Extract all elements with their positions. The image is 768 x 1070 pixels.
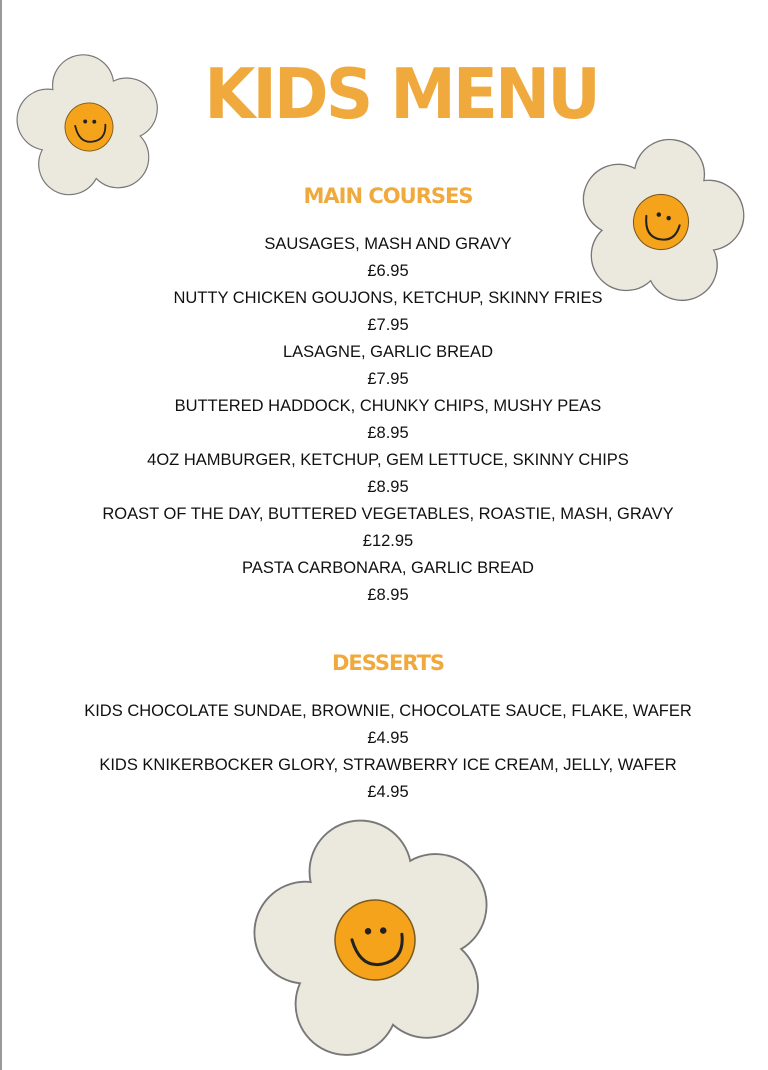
desserts-heading: DESSERTS xyxy=(331,651,445,675)
menu-item-price: £7.95 xyxy=(367,316,409,334)
desserts-list xyxy=(0,698,768,806)
main-courses-list xyxy=(0,231,768,609)
menu-item-name: BUTTERED HADDOCK, CHUNKY CHIPS, MUSHY PEAS xyxy=(174,397,602,415)
flower-smiley-icon xyxy=(14,52,164,202)
flower-smiley-icon xyxy=(250,815,500,1065)
menu-item-price: £12.95 xyxy=(362,532,414,550)
menu-item-name: ROAST OF THE DAY, BUTTERED VEGETABLES, ROASTIE, MASH, GRAVY xyxy=(102,505,674,523)
menu-item-price: £8.95 xyxy=(367,424,409,442)
menu-item-price: £8.95 xyxy=(367,586,409,604)
menu-item-name: PASTA CARBONARA, GARLIC BREAD xyxy=(242,559,534,577)
menu-item-name: NUTTY CHICKEN GOUJONS, KETCHUP, SKINNY FRIES xyxy=(173,289,603,307)
menu-item-name: 4OZ HAMBURGER, KETCHUP, GEM LETTUCE, SKINNY CHIPS xyxy=(147,451,629,469)
menu-item-name: SAUSAGES, MASH AND GRAVY xyxy=(264,235,512,253)
menu-item-price: £4.95 xyxy=(367,729,409,747)
page-title: KIDS MENU xyxy=(204,54,598,135)
menu-item-price: £6.95 xyxy=(367,262,409,280)
menu-item-price: £8.95 xyxy=(367,478,409,496)
menu-item-price: £4.95 xyxy=(367,783,409,801)
menu-item-name: KIDS CHOCOLATE SUNDAE, BROWNIE, CHOCOLATE SAUCE, FLAKE, WAFER xyxy=(84,702,692,720)
menu-item-name: LASAGNE, GARLIC BREAD xyxy=(283,343,493,361)
menu-item-price: £7.95 xyxy=(367,370,409,388)
menu-item-name: KIDS KNIKERBOCKER GLORY, STRAWBERRY ICE CREAM, JELLY, WAFER xyxy=(99,756,677,774)
main-courses-heading: MAIN COURSES xyxy=(303,184,473,208)
